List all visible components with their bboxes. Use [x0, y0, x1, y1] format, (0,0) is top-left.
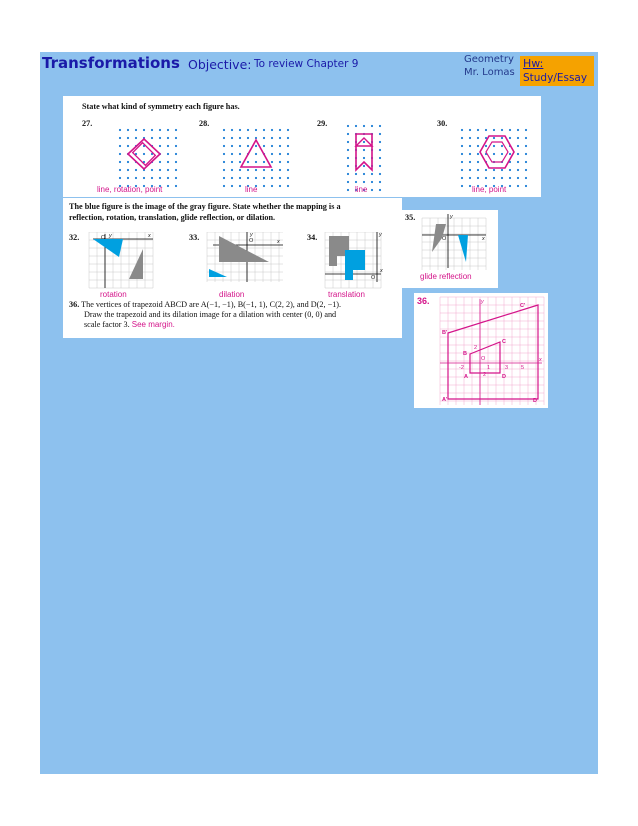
grid-dot — [255, 177, 257, 179]
grid-dot — [279, 177, 281, 179]
grid-dot — [509, 137, 511, 139]
answer-34: translation — [328, 290, 365, 299]
grid-dot — [477, 161, 479, 163]
grid-dot — [119, 177, 121, 179]
grid-dot — [509, 129, 511, 131]
grid-dot — [493, 169, 495, 171]
graph-33-x-label: x — [277, 239, 280, 245]
grid-dot — [461, 145, 463, 147]
grid-dot — [501, 177, 503, 179]
grid-dot — [223, 145, 225, 147]
grid-dot — [371, 173, 373, 175]
grid-dot — [517, 185, 519, 187]
answer-32: rotation — [100, 290, 127, 299]
grid-dot — [477, 137, 479, 139]
graph-34-y-label: y — [379, 232, 382, 238]
grid-dot — [247, 169, 249, 171]
grid-dot — [231, 137, 233, 139]
grid-dot — [143, 129, 145, 131]
grid-dot — [151, 177, 153, 179]
grid-dot — [279, 129, 281, 131]
grid-dot — [263, 137, 265, 139]
graph-36-x-label: x — [539, 357, 542, 363]
grid-dot — [167, 177, 169, 179]
graph-36-origin: O — [481, 356, 486, 362]
grid-dot — [279, 161, 281, 163]
grid-dot — [279, 137, 281, 139]
grid-dot — [469, 161, 471, 163]
grid-dot — [247, 145, 249, 147]
grid-dot — [247, 137, 249, 139]
graph-35-x-label: x — [482, 236, 485, 242]
vertex-b-prime: B' — [442, 330, 448, 336]
grid-dot — [347, 149, 349, 151]
grid-dot — [371, 125, 373, 127]
grid-dot — [159, 161, 161, 163]
grid-dot — [223, 153, 225, 155]
symmetry-instruction: State what kind of symmetry each figure has. — [82, 102, 240, 111]
graph-33-y-label: y — [250, 232, 253, 238]
grid-dot — [255, 145, 257, 147]
grid-dot — [119, 153, 121, 155]
grid-dot — [501, 137, 503, 139]
grid-dot — [501, 169, 503, 171]
grid-dot — [525, 169, 527, 171]
course-name: Geometry — [464, 54, 514, 65]
grid-dot — [485, 169, 487, 171]
grid-dot — [525, 185, 527, 187]
grid-dot — [501, 129, 503, 131]
grid-dot — [347, 133, 349, 135]
problem-27-number: 27. — [82, 119, 93, 128]
grid-dot — [119, 169, 121, 171]
grid-dot — [509, 169, 511, 171]
grid-dot — [151, 169, 153, 171]
figure-33-blue — [209, 269, 227, 277]
grid-dot — [175, 161, 177, 163]
grid-dot — [287, 169, 289, 171]
graph-36-figure — [414, 293, 548, 408]
grid-dot — [231, 153, 233, 155]
grid-dot — [525, 153, 527, 155]
homework-title: Hw: — [523, 57, 544, 70]
grid-dot — [223, 185, 225, 187]
slide-title: Transformations — [42, 54, 180, 72]
homework-text: Study/Essay — [523, 72, 588, 84]
grid-dot — [517, 129, 519, 131]
graph-36-y-label: y — [481, 299, 484, 305]
grid-dot — [239, 161, 241, 163]
grid-dot — [379, 125, 381, 127]
grid-dot — [517, 169, 519, 171]
vertex-a: A — [464, 374, 468, 380]
grid-dot — [469, 185, 471, 187]
grid-dot — [355, 173, 357, 175]
graph-36-tick-y2: 2 — [474, 345, 478, 351]
problem-33-number: 33. — [189, 233, 200, 242]
answer-30: line, point — [472, 185, 507, 194]
grid-dot — [231, 129, 233, 131]
grid-dot — [143, 177, 145, 179]
vertex-c: C — [502, 339, 506, 345]
objective-label: Objective: — [188, 57, 252, 72]
grid-dot — [347, 189, 349, 191]
answer-33: dilation — [219, 290, 245, 299]
grid-dot — [239, 145, 241, 147]
grid-dot — [271, 129, 273, 131]
grid-dot — [469, 129, 471, 131]
grid-dot — [363, 181, 365, 183]
grid-dot — [255, 161, 257, 163]
grid-dot — [271, 137, 273, 139]
grid-dot — [347, 141, 349, 143]
grid-dot — [135, 169, 137, 171]
course-info — [464, 53, 515, 79]
grid-dot — [167, 145, 169, 147]
grid-dot — [347, 165, 349, 167]
grid-dot — [255, 153, 257, 155]
grid-dot — [247, 129, 249, 131]
graph-33-origin: O — [249, 238, 254, 244]
graph-35-y-label: y — [450, 214, 453, 220]
grid-dot — [135, 137, 137, 139]
grid-dot — [469, 153, 471, 155]
grid-dot — [167, 137, 169, 139]
answer-28: line — [245, 185, 258, 194]
grid-dot — [379, 149, 381, 151]
grid-dot — [263, 129, 265, 131]
vertex-c-prime: C' — [520, 303, 526, 309]
answer-29: line — [355, 185, 368, 194]
homework-box — [520, 56, 594, 86]
grid-dot — [509, 185, 511, 187]
teacher-name: Mr. Lomas — [464, 67, 515, 78]
grid-dot — [379, 157, 381, 159]
grid-dot — [493, 137, 495, 139]
grid-dot — [287, 145, 289, 147]
grid-dot — [363, 125, 365, 127]
grid-dot — [477, 145, 479, 147]
grid-dot — [379, 141, 381, 143]
graph-36-label: 36. — [417, 296, 430, 306]
graph-32-origin: O — [101, 235, 106, 241]
symmetry-figures — [63, 96, 541, 197]
grid-dot — [231, 145, 233, 147]
grid-dot — [485, 145, 487, 147]
problem-30-number: 30. — [437, 119, 448, 128]
grid-dot — [119, 129, 121, 131]
grid-dot — [271, 177, 273, 179]
figure-30-hexagon — [480, 136, 514, 168]
problem-29-number: 29. — [317, 119, 328, 128]
grid-dot — [363, 157, 365, 159]
grid-dot — [175, 169, 177, 171]
grid-dot — [525, 161, 527, 163]
grid-dot — [379, 173, 381, 175]
grid-dot — [175, 177, 177, 179]
grid-dot — [371, 181, 373, 183]
grid-dot — [287, 153, 289, 155]
graph-32-y-label: y — [109, 233, 112, 239]
graph-36-tick-x3: 3 — [505, 365, 509, 371]
grid-dot — [355, 125, 357, 127]
grid-dot — [469, 177, 471, 179]
grid-dot — [379, 189, 381, 191]
problem-34-number: 34. — [307, 233, 318, 242]
grid-dot — [151, 129, 153, 131]
grid-dot — [279, 185, 281, 187]
grid-dot — [493, 129, 495, 131]
grid-dot — [477, 153, 479, 155]
grid-dot — [347, 173, 349, 175]
grid-dot — [159, 129, 161, 131]
grid-dot — [477, 169, 479, 171]
grid-dot — [175, 153, 177, 155]
slide-background — [40, 52, 598, 774]
grid-dot — [279, 145, 281, 147]
vertex-a-prime: A' — [442, 397, 448, 403]
grid-dot — [461, 169, 463, 171]
graph-36-tick-y-neg2: 2 — [483, 372, 487, 378]
grid-dot — [469, 145, 471, 147]
grid-dot — [263, 169, 265, 171]
objective-text: To review Chapter 9 — [254, 58, 359, 70]
grid-dot — [175, 145, 177, 147]
grid-dot — [119, 161, 121, 163]
grid-dot — [347, 181, 349, 183]
problem-32-number: 32. — [69, 233, 80, 242]
problem-28-number: 28. — [199, 119, 210, 128]
answer-36: See margin. — [131, 320, 175, 329]
grid-dot — [525, 145, 527, 147]
grid-dot — [231, 161, 233, 163]
grid-dot — [271, 169, 273, 171]
grid-dot — [461, 129, 463, 131]
problem-36-line-2: Draw the trapezoid and its dilation image for a dilation with center (0, 0) and — [84, 310, 337, 319]
problem-36-line-1: 36. The vertices of trapezoid ABCD are A(−1, −1), B(−1, 1), C(2, 2), and D(2, −1). — [69, 300, 342, 309]
grid-dot — [167, 169, 169, 171]
grid-dot — [135, 177, 137, 179]
grid-dot — [271, 153, 273, 155]
grid-dot — [347, 125, 349, 127]
grid-dot — [525, 129, 527, 131]
grid-dot — [159, 137, 161, 139]
grid-dot — [279, 153, 281, 155]
grid-dot — [517, 153, 519, 155]
grid-dot — [271, 161, 273, 163]
graph-34-origin: O — [371, 275, 376, 281]
grid-dot — [167, 161, 169, 163]
grid-dot — [135, 129, 137, 131]
grid-dot — [127, 161, 129, 163]
grid-dot — [231, 185, 233, 187]
grid-dot — [239, 153, 241, 155]
grid-dot — [247, 177, 249, 179]
figure-30-inner-hexagon — [486, 142, 508, 162]
grid-dot — [239, 137, 241, 139]
grid-dot — [517, 161, 519, 163]
graph-36-tick-x5: 5 — [521, 365, 525, 371]
grid-dot — [223, 169, 225, 171]
grid-dot — [461, 177, 463, 179]
grid-dot — [167, 185, 169, 187]
grid-dot — [263, 177, 265, 179]
grid-dot — [363, 165, 365, 167]
grid-dot — [279, 169, 281, 171]
grid-dot — [287, 185, 289, 187]
grid-dot — [167, 129, 169, 131]
problem-35-number: 35. — [405, 213, 416, 222]
problem-36-graph-panel — [414, 293, 548, 408]
grid-dot — [461, 137, 463, 139]
grid-dot — [287, 129, 289, 131]
grid-dot — [509, 177, 511, 179]
grid-dot — [127, 145, 129, 147]
grid-dot — [239, 185, 241, 187]
mapping-panel — [63, 198, 402, 338]
grid-dot — [525, 177, 527, 179]
vertex-d: D — [502, 374, 506, 380]
grid-dot — [159, 145, 161, 147]
graph-35-origin: O — [442, 236, 447, 242]
grid-dot — [517, 145, 519, 147]
grid-dot — [223, 177, 225, 179]
grid-dot — [461, 153, 463, 155]
vertex-b: B — [463, 351, 467, 357]
grid-dot — [363, 149, 365, 151]
grid-dot — [127, 169, 129, 171]
grid-dot — [239, 169, 241, 171]
grid-dot — [287, 177, 289, 179]
grid-dot — [493, 153, 495, 155]
grid-dot — [371, 189, 373, 191]
grid-dot — [239, 177, 241, 179]
grid-dot — [223, 129, 225, 131]
grid-dot — [151, 137, 153, 139]
graph-36-tick-x1: 1 — [487, 365, 491, 371]
figure-29-arrow — [356, 134, 372, 170]
grid-dot — [271, 145, 273, 147]
symmetry-panel — [63, 96, 541, 197]
grid-dot — [485, 177, 487, 179]
grid-dot — [175, 137, 177, 139]
answer-35: glide reflection — [420, 272, 472, 281]
grid-dot — [509, 153, 511, 155]
grid-dot — [469, 169, 471, 171]
mapping-instruction-1: The blue figure is the image of the gray figure. State whether the mapping is a — [69, 202, 341, 211]
grid-dot — [175, 129, 177, 131]
grid-dot — [231, 169, 233, 171]
grid-dot — [159, 177, 161, 179]
grid-dot — [347, 157, 349, 159]
graph-36-tick-x-neg2: -2 — [459, 365, 464, 371]
grid-dot — [461, 185, 463, 187]
grid-dot — [379, 133, 381, 135]
grid-dot — [223, 161, 225, 163]
grid-dot — [485, 129, 487, 131]
grid-dot — [379, 181, 381, 183]
grid-dot — [517, 137, 519, 139]
grid-dot — [263, 161, 265, 163]
mapping-instruction-2: reflection, rotation, translation, glide reflection, or dilation. — [69, 213, 276, 222]
grid-dot — [501, 153, 503, 155]
vertex-d-prime: D' — [533, 398, 539, 404]
grid-dot — [263, 185, 265, 187]
grid-dot — [379, 165, 381, 167]
figure-34-blue — [345, 250, 365, 280]
grid-dot — [127, 177, 129, 179]
problem-35-panel — [402, 210, 498, 288]
problem-36-line-3: scale factor 3. See margin. — [84, 320, 175, 329]
grid-dot — [159, 169, 161, 171]
grid-dot — [167, 153, 169, 155]
grid-dot — [517, 177, 519, 179]
grid-dot — [355, 181, 357, 183]
grid-dot — [119, 145, 121, 147]
grid-dot — [255, 129, 257, 131]
grid-dot — [477, 177, 479, 179]
grid-dot — [501, 145, 503, 147]
grid-dot — [223, 137, 225, 139]
grid-dot — [477, 129, 479, 131]
grid-dot — [469, 137, 471, 139]
grid-dot — [127, 129, 129, 131]
answer-27: line, rotation, point — [97, 185, 163, 194]
grid-dot — [363, 173, 365, 175]
grid-dot — [493, 145, 495, 147]
grid-dot — [231, 177, 233, 179]
grid-dot — [363, 141, 365, 143]
grid-dot — [271, 185, 273, 187]
grid-dot — [287, 161, 289, 163]
grid-dot — [127, 137, 129, 139]
grid-dot — [175, 185, 177, 187]
grid-dot — [143, 153, 145, 155]
grid-dot — [263, 145, 265, 147]
grid-dot — [493, 177, 495, 179]
grid-dot — [247, 161, 249, 163]
grid-dot — [525, 137, 527, 139]
grid-dot — [287, 137, 289, 139]
graph-34-x-label: x — [380, 268, 383, 274]
graph-32-x-label: x — [148, 233, 151, 239]
grid-dot — [239, 129, 241, 131]
grid-dot — [119, 137, 121, 139]
grid-dot — [255, 169, 257, 171]
grid-dot — [461, 161, 463, 163]
